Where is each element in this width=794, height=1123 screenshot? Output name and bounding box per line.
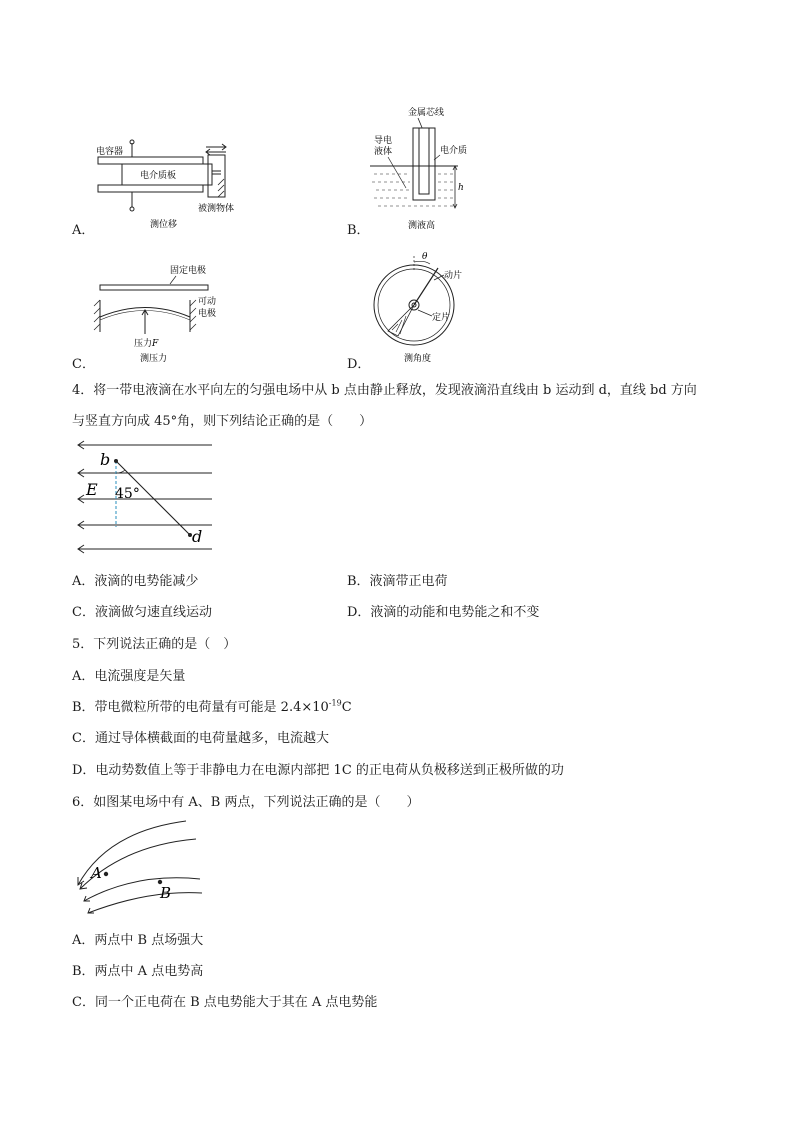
label-conductive-liquid-2: 液体 [374, 147, 393, 157]
q3-option-b-letter: B． [347, 223, 370, 238]
label-capacitor: 电容器 [96, 147, 124, 157]
label-dielectric: 电介质 [440, 146, 468, 156]
label-movable-electrode-1: 可动 [198, 297, 217, 307]
q6-option-c[interactable]: C．同一个正电荷在 B 点电势能大于其在 A 点电势能 [72, 995, 378, 1010]
point-d-label: d [192, 527, 203, 546]
q6-stem: 6．如图某电场中有 A、B 两点，下列说法正确的是（ ） [72, 795, 420, 810]
q5-option-c[interactable]: C．通过导体横截面的电荷量越多，电流越大 [72, 731, 329, 746]
label-theta: θ [422, 252, 428, 262]
label-movable-electrode-2: 电极 [198, 309, 217, 319]
q3-figure-liquid-height [368, 100, 488, 232]
label-h: h [458, 183, 464, 193]
q4-option-b[interactable]: B．液滴带正电荷 [347, 574, 448, 589]
point-b-label-q6: B [160, 884, 172, 902]
q3-figure-pressure [90, 260, 240, 368]
q4-figure-electric-field [72, 437, 222, 557]
q4-option-c[interactable]: C．液滴做匀速直线运动 [72, 605, 212, 620]
q3-option-c-letter: C． [72, 357, 95, 372]
caption-liquid-height: 测液高 [408, 221, 436, 231]
q4-stem-line1: 4．将一带电液滴在水平向左的匀强电场中从 b 点由静止释放，发现液滴沿直线由 b 运动到 d，直线 bd 方向 [72, 383, 697, 398]
label-fixed-plate: 定片 [432, 313, 451, 323]
label-fixed-electrode: 固定电极 [170, 266, 207, 276]
q3-option-a-letter: A． [72, 223, 95, 238]
label-moving-plate: 动片 [444, 271, 463, 281]
q3-option-d-letter: D． [347, 357, 371, 372]
q5-option-a[interactable]: A．电流强度是矢量 [72, 669, 186, 684]
label-conductive-liquid-1: 导电 [374, 136, 393, 146]
label-metal-core: 金属芯线 [408, 108, 445, 118]
field-e-label: E [86, 480, 98, 499]
label-dielectric-board: 电介质板 [140, 171, 177, 181]
point-a-label: A [91, 864, 102, 882]
point-b-label: b [100, 450, 111, 469]
caption-angle: 测角度 [404, 354, 432, 364]
q4-stem-line2: 与竖直方向成 45°角，则下列结论正确的是（ ） [72, 414, 373, 429]
q5-option-d[interactable]: D．电动势数值上等于非静电力在电源内部把 1C 的正电荷从负极移送到正极所做的功 [72, 763, 564, 778]
q5-stem: 5．下列说法正确的是（ ） [72, 637, 237, 652]
q6-option-a[interactable]: A．两点中 B 点场强大 [72, 933, 204, 948]
label-measured-object: 被测物体 [198, 204, 235, 214]
q6-figure-field-lines [70, 815, 210, 920]
q4-option-a[interactable]: A．液滴的电势能减少 [72, 574, 199, 589]
label-pressure: 压力F [134, 339, 159, 349]
q4-option-d[interactable]: D．液滴的动能和电势能之和不变 [347, 605, 540, 620]
q3-figure-displacement [90, 135, 250, 230]
caption-pressure: 测压力 [140, 354, 168, 364]
angle-label: 45° [115, 486, 140, 502]
q3-figure-angle [368, 248, 488, 368]
q6-option-b[interactable]: B．两点中 A 点电势高 [72, 964, 204, 979]
q5-option-b[interactable]: B．带电微粒所带的电荷量有可能是 $2.4\times 10^{-19}C$ [72, 698, 352, 715]
caption-displacement: 测位移 [150, 220, 178, 230]
